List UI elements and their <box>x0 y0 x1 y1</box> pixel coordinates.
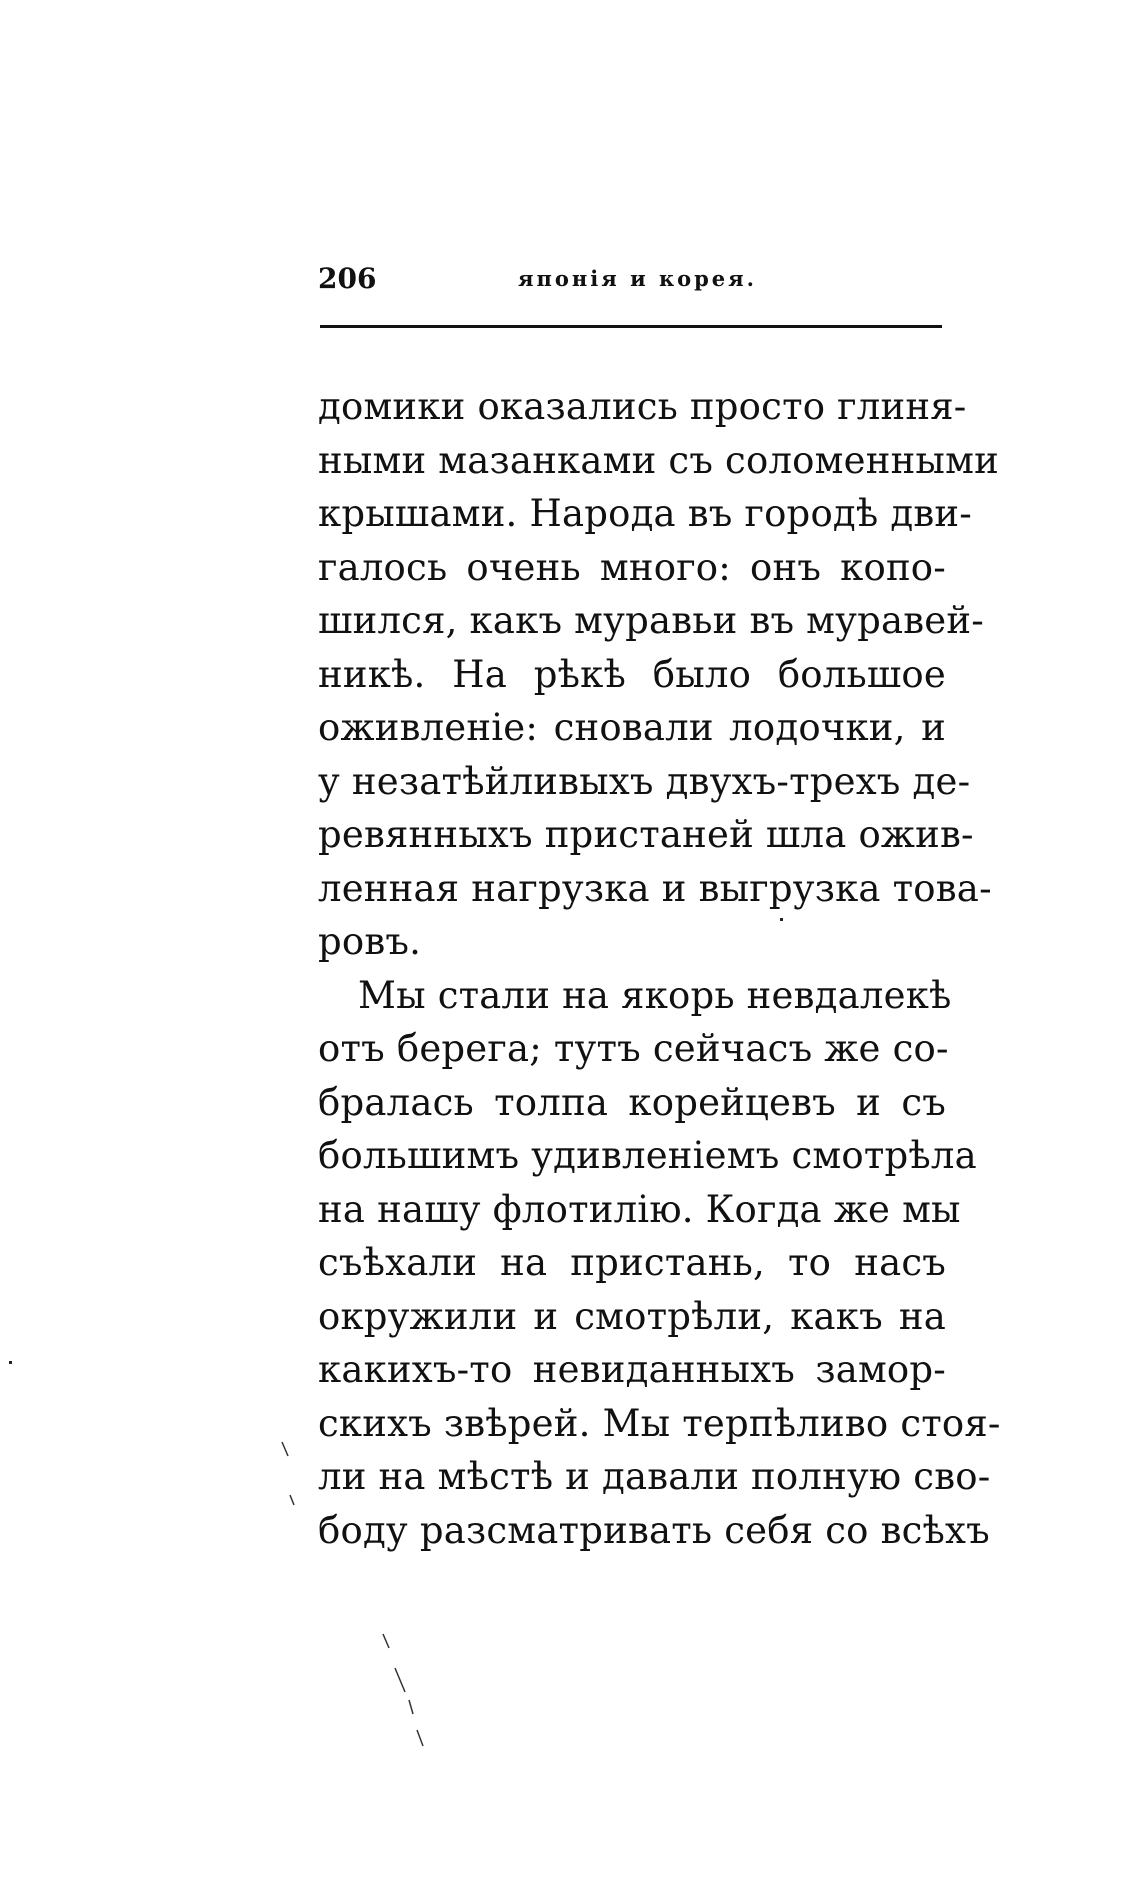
text-line: съѣхали на пристань, то насъ <box>318 1241 946 1284</box>
scan-scratch <box>375 1630 435 1760</box>
text-line: ревянныхъ пристаней шла ожив- <box>318 813 974 856</box>
text-line: какихъ-то невиданныхъ замор- <box>318 1348 946 1391</box>
scan-mark <box>780 918 783 921</box>
text-line: домики оказались просто глиня- <box>318 385 967 428</box>
text-line: шился, какъ муравьи въ муравей- <box>318 599 984 642</box>
text-line: отъ берега; тутъ сейчасъ же со- <box>318 1027 949 1070</box>
text-line: галось очень много: онъ копо- <box>318 545 946 589</box>
paragraph-1 <box>318 380 999 969</box>
text-line: ли на мѣстѣ и давали полную сво- <box>318 1455 991 1498</box>
body-text <box>318 380 1001 1557</box>
running-title: японія и корея. <box>518 266 757 291</box>
text-line: у незатѣйливыхъ двухъ-трехъ де- <box>318 759 971 803</box>
text-line: окружили и смотрѣли, какъ на <box>318 1294 946 1338</box>
running-head <box>318 262 942 302</box>
paragraph-2 <box>318 969 1001 1558</box>
scan-mark <box>9 1361 12 1364</box>
page-number: 206 <box>318 262 377 295</box>
text-line: ленная нагрузка и выгрузка това- <box>318 866 992 910</box>
text-line: на нашу флотилію. Когда же мы <box>318 1187 961 1231</box>
text-line: ными мазанками съ соломенными <box>318 438 999 482</box>
text-line: бралась толпа корейцевъ и съ <box>318 1080 946 1124</box>
scan-scratch <box>280 1440 310 1510</box>
text-line: Мы стали на якорь невдалекѣ <box>358 973 952 1017</box>
text-line: крышами. Народа въ городѣ дви- <box>318 492 972 535</box>
text-line: боду разсматривать себя со всѣхъ <box>318 1508 990 1552</box>
text-line: большимъ удивленіемъ смотрѣла <box>318 1134 977 1177</box>
header-rule <box>320 325 942 328</box>
text-line: оживленіе: сновали лодочки, и <box>318 706 946 749</box>
text-line: никѣ. На рѣкѣ было большое <box>318 652 946 696</box>
text-line: ровъ. <box>318 920 422 963</box>
text-line: скихъ звѣрей. Мы терпѣливо стоя- <box>318 1401 1001 1445</box>
